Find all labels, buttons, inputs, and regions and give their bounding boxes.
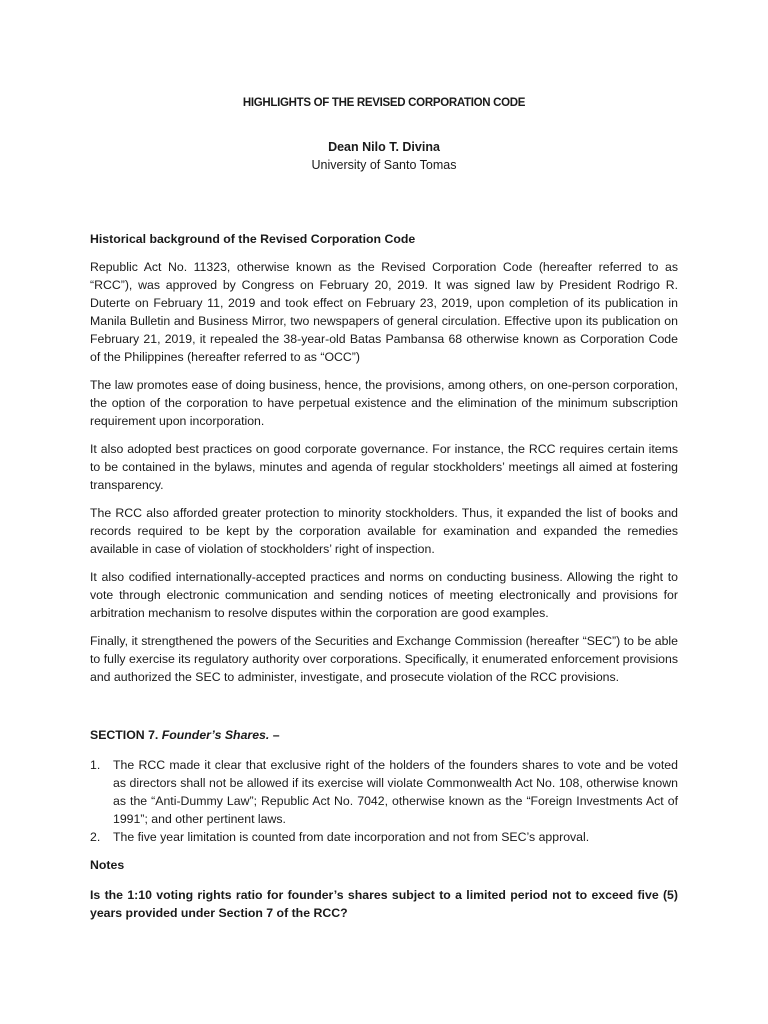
list-item-number: 1. [90, 758, 101, 772]
background-paragraph-5: It also codified internationally-accepted practices and norms on conducting business. Allowing the right to vote through electronic communication and sending notices of meeting electronically and provisions for arbitration mechanism to resolve disputes within the corporation are good examples. [90, 570, 678, 620]
section-7-list [90, 756, 678, 846]
list-item-text: The five year limitation is counted from date incorporation and not from SEC’s approval. [113, 830, 590, 844]
list-item-number: 2. [90, 830, 101, 844]
background-paragraph-3: It also adopted best practices on good corporate governance. For instance, the RCC requires certain items to be contained in the bylaws, minutes and agenda of regular stockholders’ meetings all aimed at fostering transparency. [90, 442, 678, 492]
notes-heading: Notes [90, 858, 125, 872]
notes-question: Is the 1:10 voting rights ratio for founder’s shares subject to a limited period not to exceed five (5) years provided under Section 7 of the RCC? [90, 888, 678, 920]
background-heading: Historical background of the Revised Corporation Code [90, 232, 416, 246]
section-7-dash: – [272, 728, 280, 742]
document-content [90, 94, 678, 922]
list-item-text: The RCC made it clear that exclusive right of the holders of the founders shares to vote and be voted as directors shall not be allowed if its exercise will violate Commonwealth Act No. 108, otherwise known as the “Anti-Dummy Law”; Republic Act No. 7042, otherwise known as the “Foreign Investments Act of 1991”; and other pertinent laws. [113, 758, 678, 826]
list-item [90, 828, 678, 846]
background-paragraph-6: Finally, it strengthened the powers of the Securities and Exchange Commission (hereafter “SEC”) to be able to fully exercise its regulatory authority over corporations. Specifically, it enumerated enforcement provisions and authorized the SEC to administer, investigate, and prosecute violation of the RCC provisions. [90, 634, 678, 684]
list-item [90, 756, 678, 828]
section-7-label: SECTION 7. [90, 728, 159, 742]
author-affiliation: University of Santo Tomas [311, 158, 457, 172]
background-paragraph-4: The RCC also afforded greater protection to minority stockholders. Thus, it expanded the list of books and records required to be kept by the corporation available for examination and expanded the remedies available in case of violation of stockholders’ right of inspection. [90, 506, 678, 556]
background-paragraph-2: The law promotes ease of doing business, hence, the provisions, among others, on one-person corporation, the option of the corporation to have perpetual existence and the elimination of the minimum subscription requirement upon incorporation. [90, 378, 678, 428]
section-7-heading [90, 726, 678, 744]
section-7-title: Founder’s Shares. [161, 728, 270, 742]
document-title: HIGHLIGHTS OF THE REVISED CORPORATION CODE [242, 97, 526, 109]
background-paragraph-1: Republic Act No. 11323, otherwise known as the Revised Corporation Code (hereafter referred to as “RCC”), was approved by Congress on February 20, 2019. It was signed law by President Rodrigo R. Duterte on February 11, 2019 and took effect on February 23, 2019, upon completion of its publication in Manila Bulletin and Business Mirror, two newspapers of general circulation. Effective upon its publication on February 21, 2019, it repealed the 38-year-old Batas Pambansa 68 otherwise known as Corporation Code of the Philippines (hereafter referred to as “OCC”) [90, 260, 678, 364]
author-name: Dean Nilo T. Divina [328, 140, 440, 154]
